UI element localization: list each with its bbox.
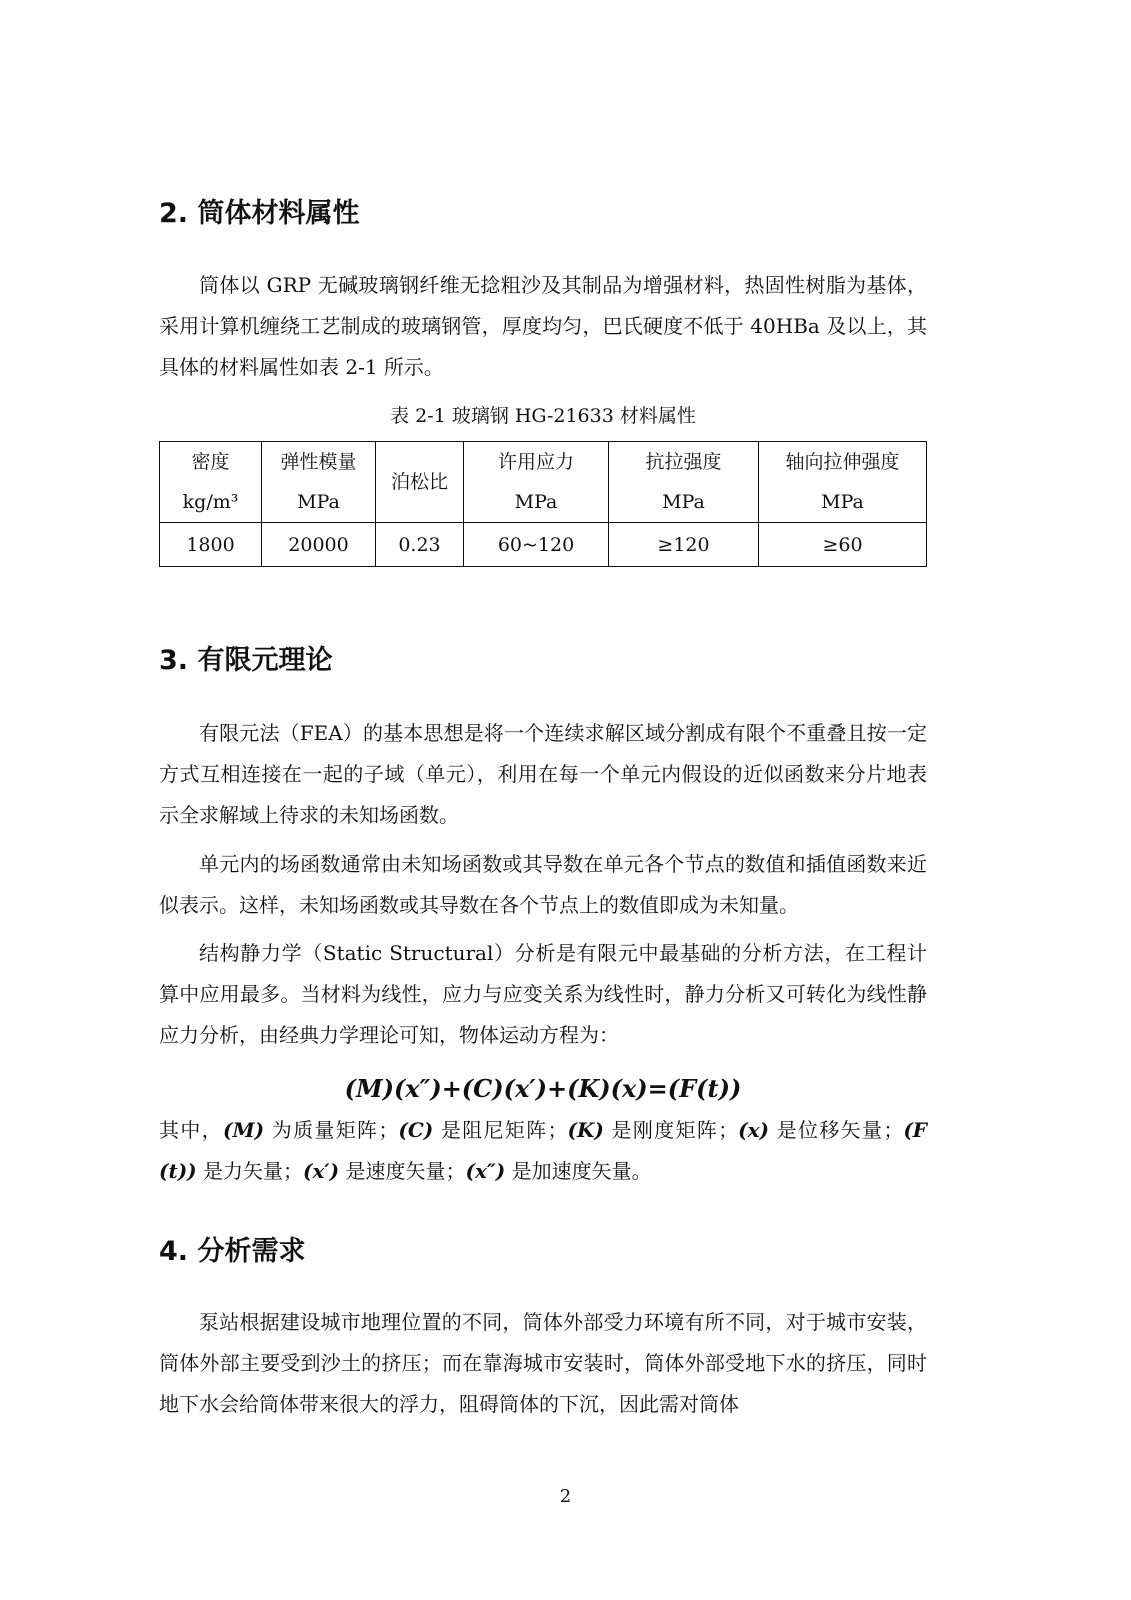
section-4-paragraph: 泵站根据建设城市地理位置的不同，筒体外部受力环境有所不同，对于城市安装，筒体外部主要受到沙土的挤压；而在靠海城市安装时，筒体外部受地下水的挤压，同时地下水会给筒体带来很大的浮力，阻碍筒体的下沉，因此需对筒体 <box>159 1310 927 1416</box>
header-elastic-modulus: 弹性模量 MPa <box>262 442 376 523</box>
section-3-title: 3. 有限元理论 <box>159 645 333 676</box>
header-poisson-ratio: 泊松比 <box>376 442 464 523</box>
section-2-title: 2. 筒体材料属性 <box>159 198 360 229</box>
section-2-paragraph: 筒体以 GRP 无碱玻璃钢纤维无捻粗沙及其制品为增强材料，热固性树脂为基体，采用计算机缠绕工艺制成的玻璃钢管，厚度均匀，巴氏硬度不低于 40HBa 及以上，其具体的材料属性如表 2-1 所示。 <box>159 273 927 379</box>
cell-axial-tensile-strength: ≥60 <box>759 523 927 567</box>
cell-poisson-ratio: 0.23 <box>376 523 464 567</box>
section-3-paragraph-3: 结构静力学（Static Structural）分析是有限元中最基础的分析方法，在工程计算中应用最多。当材料为线性，应力与应变关系为线性时，静力分析又可转化为线性静应力分析，由经典力学理论可知，物体运动方程为： <box>159 941 927 1047</box>
cell-allowable-stress: 60~120 <box>464 523 609 567</box>
table-row <box>160 523 927 567</box>
equation-of-motion: (M)(x″)+(C)(x′)+(K)(x)=(F(t)) <box>344 1074 742 1103</box>
header-density: 密度 kg/m³ <box>160 442 262 523</box>
section-3-paragraph-2: 单元内的场函数通常由未知场函数或其导数在单元各个节点的数值和插值函数来近似表示。这样，未知场函数或其导数在各个节点上的数值即成为未知量。 <box>159 852 927 917</box>
header-tensile-strength: 抗拉强度 MPa <box>609 442 759 523</box>
cell-tensile-strength: ≥120 <box>609 523 759 567</box>
section-4-title: 4. 分析需求 <box>159 1236 306 1267</box>
table-header-row <box>160 442 927 523</box>
material-properties-table <box>159 441 927 567</box>
page-number: 2 <box>559 1486 572 1507</box>
header-axial-tensile-strength: 轴向拉伸强度 MPa <box>759 442 927 523</box>
cell-density: 1800 <box>160 523 262 567</box>
header-allowable-stress: 许用应力 MPa <box>464 442 609 523</box>
cell-elastic-modulus: 20000 <box>262 523 376 567</box>
table-caption: 表 2-1 玻璃钢 HG-21633 材料属性 <box>390 405 696 427</box>
equation-legend: 其中，(M) 为质量矩阵；(C) 是阻尼矩阵；(K) 是刚度矩阵；(x) 是位移矢量；(F (t)) 是力矢量；(x′) 是速度矢量；(x″) 是加速度矢量。 <box>159 1118 927 1183</box>
section-3-paragraph-1: 有限元法（FEA）的基本思想是将一个连续求解区域分割成有限个不重叠且按一定方式互相连接在一起的子域（单元），利用在每一个单元内假设的近似函数来分片地表示全求解域上待求的未知场函数。 <box>159 721 927 827</box>
